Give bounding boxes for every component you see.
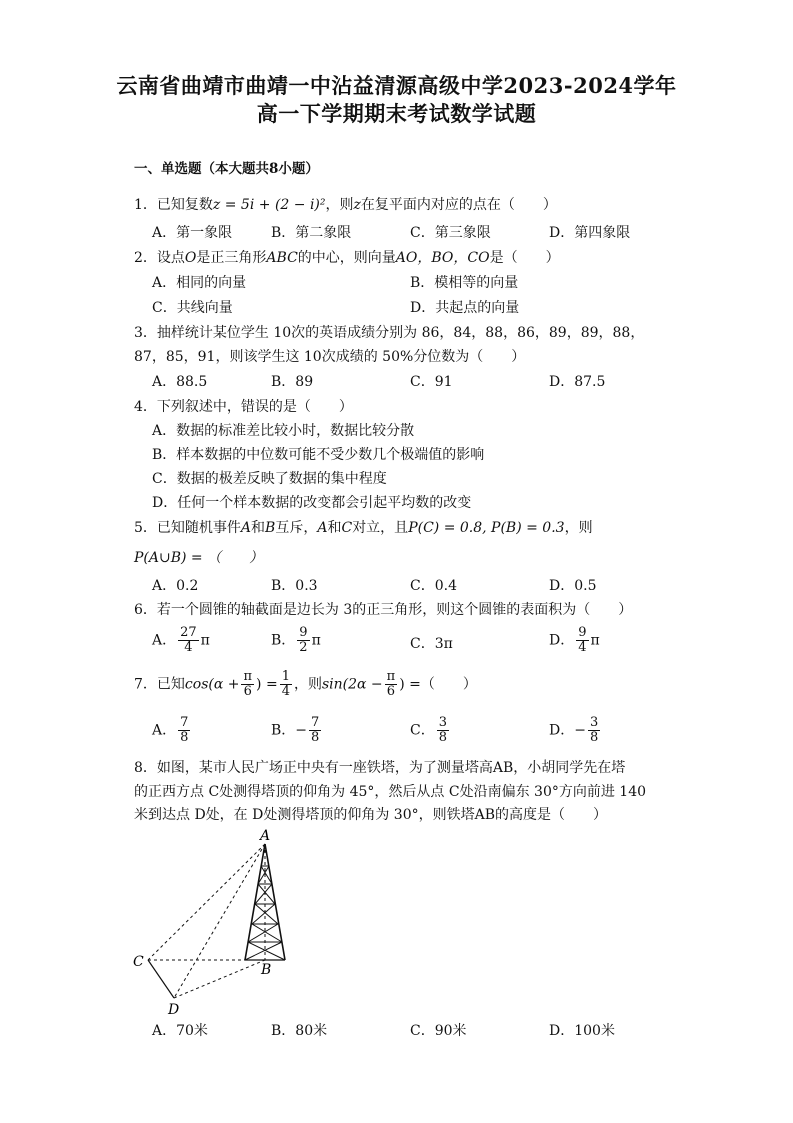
- q6-option-c: [410, 635, 453, 653]
- q7-c-den: 8: [438, 730, 447, 745]
- q2-stem-c: 的中心，则向量: [297, 250, 396, 266]
- q5-option-c: C．0.4: [410, 578, 457, 594]
- q1-stem-b: ，则: [325, 197, 354, 213]
- q5-condition: P(C) = 0.8, P(B) = 0.3: [408, 520, 565, 536]
- q6-a-tail: π: [200, 632, 210, 649]
- q6-option-d-label: D．: [549, 632, 575, 649]
- q7-option-a-fraction: [178, 716, 190, 745]
- q6-option-b: [271, 626, 321, 655]
- q6-a-den: 4: [184, 640, 193, 655]
- q5-option-a: A．0.2: [152, 578, 199, 594]
- q7-stem-c: （ ）: [420, 676, 477, 693]
- q8-option-a: A．70米: [152, 1023, 208, 1039]
- q5-stem-b: 互斥，: [275, 520, 318, 536]
- q7-sin-num: π: [386, 669, 396, 684]
- q2-stem-b: 是正三角形: [196, 250, 267, 266]
- q5-and2: 和: [327, 520, 342, 536]
- q4-option-c: C．数据的极差反映了数据的集中程度: [152, 471, 387, 487]
- q1-option-c: C．第三象限: [410, 225, 491, 241]
- q2-option-a: A．相同的向量: [152, 275, 247, 291]
- q7-c-num: 3: [438, 715, 447, 730]
- q6-b-tail: π: [311, 632, 321, 649]
- q7-option-c-fraction: [437, 716, 449, 745]
- q6-option-a-label: A．: [152, 632, 177, 649]
- q5-stem-line2: P(A∪B) = （ ）: [134, 550, 264, 566]
- q2-point-o: O: [184, 250, 197, 266]
- q3-option-a: A．88.5: [152, 374, 208, 390]
- q5-event-c: C: [341, 520, 353, 536]
- q7-d-sign: −: [574, 722, 586, 739]
- q6-option-d-fraction: [576, 626, 588, 655]
- line-cd: [148, 960, 174, 998]
- q7-a-num: 7: [180, 715, 189, 730]
- q6-stem: 6．若一个圆锥的轴截面是边长为 3的正三角形，则这个圆锥的表面积为（ ）: [134, 602, 633, 618]
- q2-stem-a: 2．设点: [134, 250, 185, 266]
- q7-value-fraction: [280, 670, 292, 699]
- q7-sin-den: 6: [386, 684, 396, 699]
- q6-b-num: 9: [299, 625, 308, 640]
- q2-option-c: C．共线向量: [152, 300, 233, 316]
- q5-stem-a: 5．已知随机事件: [134, 520, 241, 536]
- label-d: D: [168, 1002, 180, 1016]
- q3-stem-line1: 3．抽样统计某位学生 10次的英语成绩分别为 86，84，88，86，89，89，88，: [134, 325, 645, 341]
- q2-stem: [134, 249, 560, 267]
- q3-option-b: B．89: [271, 374, 314, 390]
- q4-option-d: D．任何一个样本数据的改变都会引起平均数的改变: [152, 495, 472, 511]
- q5-event-a: A: [240, 520, 252, 536]
- q7-option-d-label: D．: [549, 722, 575, 739]
- q7-option-c: [410, 716, 451, 745]
- q1-stem: [134, 196, 557, 214]
- q1-option-b: B．第二象限: [271, 225, 352, 241]
- q7-option-d: [549, 716, 602, 745]
- q7-a-den: 8: [180, 730, 189, 745]
- q7-option-a: [152, 716, 192, 745]
- q7-d-num: 3: [589, 715, 599, 730]
- q4-option-a: A．数据的标准差比较小时，数据比较分散: [152, 423, 415, 439]
- q7-cos-num: π: [243, 669, 253, 684]
- q7-option-b-fraction: [309, 716, 321, 745]
- q5-and1: 和: [251, 520, 266, 536]
- q7-val-den: 4: [281, 684, 290, 699]
- q7-d-den: 8: [589, 730, 599, 745]
- q6-b-den: 2: [299, 640, 308, 655]
- q7-cos-den: 6: [243, 684, 252, 699]
- q4-stem: 4．下列叙述中，错误的是（ ）: [134, 399, 353, 415]
- q6-c-text: 3π: [434, 636, 453, 652]
- label-a: A: [260, 828, 271, 844]
- q6-a-num: 27: [180, 625, 197, 640]
- section-header: 一、单选题（本大题共8小题）: [134, 161, 319, 177]
- q1-option-d: D．第四象限: [549, 225, 631, 241]
- q7-cos-pre: cos(α +: [184, 676, 240, 693]
- q2-option-d: D．共起点的向量: [410, 300, 520, 316]
- q7-option-b-label: B．: [271, 722, 296, 739]
- q3-option-c: C．91: [410, 374, 453, 390]
- q7-val-num: 1: [281, 669, 290, 684]
- q5-stem-c: 对立，且: [352, 520, 409, 536]
- q6-option-c-label: C．: [410, 636, 435, 652]
- q8-option-d: D．100米: [549, 1023, 615, 1039]
- q7-b-den: 8: [311, 730, 320, 745]
- label-c: C: [133, 954, 144, 970]
- q8-stem-line2: 的正西方点 C处测得塔顶的仰角为 45°，然后从点 C处沿南偏东 30°方向前进 140: [134, 784, 647, 800]
- q1-stem-c: 在复平面内对应的点在（ ）: [360, 197, 557, 213]
- q5-stem-d: ，则: [564, 520, 593, 536]
- q5-option-b: B．0.3: [271, 578, 318, 594]
- q7-sin-post: ) =: [399, 676, 421, 693]
- q6-option-b-fraction: [297, 626, 309, 655]
- q7-sin-fraction: [385, 670, 398, 699]
- q7-b-num: 7: [311, 715, 320, 730]
- q6-option-a-fraction: [178, 626, 199, 655]
- q5-event-a2: A: [317, 520, 328, 536]
- exam-title-line2: 高一下学期期末考试数学试题: [256, 101, 537, 126]
- q1-stem-a: 1．已知复数: [134, 197, 213, 213]
- line-db: [174, 960, 265, 998]
- q6-option-b-label: B．: [271, 632, 296, 649]
- q6-d-tail: π: [590, 632, 600, 649]
- q3-stem-line2: 87，85，91，则该学生这 10次成绩的 50%分位数为（ ）: [134, 349, 526, 365]
- q7-option-b: [271, 716, 323, 745]
- q2-triangle: ABC: [266, 250, 298, 266]
- q7-option-c-label: C．: [410, 722, 435, 739]
- q6-d-num: 9: [578, 625, 587, 640]
- q3-option-d: D．87.5: [549, 374, 606, 390]
- tower-right-leg: [265, 844, 285, 960]
- q2-option-b: B．模相等的向量: [410, 275, 519, 291]
- q7-stem: [134, 670, 477, 699]
- q5-event-b: B: [265, 520, 276, 536]
- q7-cos-fraction: [241, 670, 254, 699]
- q2-vectors: AO，BO，CO: [395, 250, 490, 266]
- q5-option-d: D．0.5: [549, 578, 597, 594]
- q7-b-sign: −: [295, 722, 308, 739]
- q2-stem-d: 是（ ）: [489, 250, 560, 266]
- q6-option-d: [549, 626, 600, 655]
- q6-d-den: 4: [578, 640, 587, 655]
- q1-option-a: A．第一象限: [152, 225, 233, 241]
- q7-cos-post: ) =: [256, 676, 278, 693]
- q8-option-c: C．90米: [410, 1023, 467, 1039]
- tower-diagram: [128, 826, 308, 1016]
- q7-sin-pre: sin(2α −: [321, 676, 383, 693]
- label-b: B: [261, 962, 272, 978]
- q1-expression: z = 5i + (2 − i)²: [212, 197, 326, 213]
- exam-title-line1: 云南省曲靖市曲靖一中沾益清源高级中学2023-2024学年: [116, 73, 677, 98]
- q4-option-b: B．样本数据的中位数可能不受少数几个极端值的影响: [152, 447, 485, 463]
- q7-option-a-label: A．: [152, 722, 177, 739]
- q8-stem-line3: 米到达点 D处，在 D处测得塔顶的仰角为 30°，则铁塔AB的高度是（ ）: [134, 807, 608, 823]
- q7-stem-b: ，则: [293, 676, 322, 693]
- q1-z: z: [353, 197, 361, 213]
- q5-stem: [134, 519, 593, 537]
- q8-option-b: B．80米: [271, 1023, 328, 1039]
- q6-option-a: [152, 626, 210, 655]
- q7-stem-a: 7．已知: [134, 676, 185, 693]
- q7-option-d-fraction: [588, 716, 600, 745]
- q8-stem-line1: 8．如图，某市人民广场正中央有一座铁塔，为了测量塔高AB，小胡同学先在塔: [134, 760, 626, 776]
